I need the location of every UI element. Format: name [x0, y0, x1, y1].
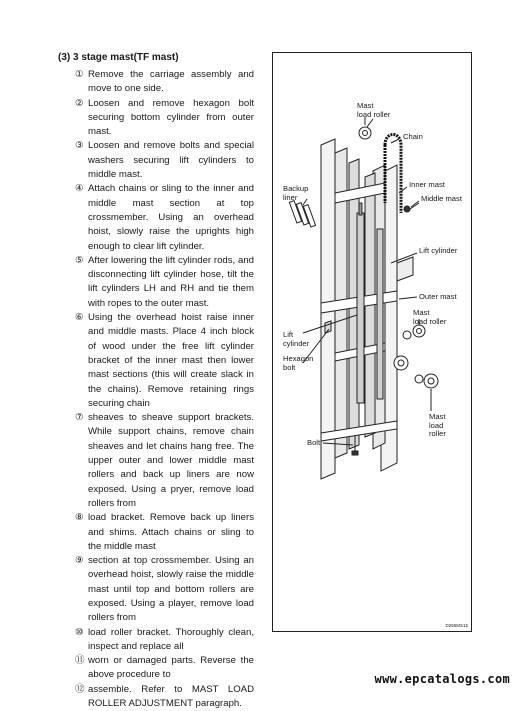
step-text: section at top crossmember. Using an overhead hoist, slowly raise the middle mast until top and bottom rollers are exposed. Using a player, remove load rollers from	[88, 555, 254, 624]
step-text: Loosen and remove bolts and special washers securing lift cylinders to middle mast.	[88, 140, 254, 181]
label-mast-load-roller-bottom: Mast load roller	[429, 412, 446, 439]
step-text: worn or damaged parts. Reverse the above procedure to	[88, 655, 254, 681]
step-2: ② Loosen and remove hexagon bolt securing bottom cylinder from outer mast.	[58, 97, 254, 140]
step-5: ⑤ After lowering the lift cylinder rods, and disconnecting lift cylinder hose, tilt the lift cylinders LH and RH and tie them with ropes to the outer mast.	[58, 254, 254, 311]
label-inner-mast: Inner mast	[409, 180, 445, 189]
step-text: sheaves to sheave support brackets. While support chains, remove chain sheaves and let chains hang free. The upper outer and lower middle mast rollers and back up liners are now exposed. Using a pryer, remove load rollers from	[88, 412, 254, 509]
section-title: (3) 3 stage mast(TF mast)	[58, 52, 179, 63]
label-outer-mast: Outer mast	[419, 292, 457, 301]
label-mast-load-roller-top: Mast load roller	[357, 101, 391, 119]
watermark-url: www.epcatalogs.com	[374, 672, 510, 686]
step-text: Using the overhead hoist raise inner and middle masts. Place 4 inch block of wood under the free lift cylinder bracket of the inner mast then lower mast sections (this will create slack in the chains). Remove retaining rings securing chain	[88, 312, 254, 409]
step-text: After lowering the lift cylinder rods, and disconnecting lift cylinder hose, tilt the lift cylinders LH and RH and tie them with ropes to the outer mast.	[88, 254, 254, 309]
step-text: load roller bracket. Thoroughly clean, inspect and replace all	[88, 626, 254, 652]
label-backup-liner: Backup liner	[283, 184, 309, 202]
label-bolt: Bolt	[307, 438, 321, 447]
figure-code: D255MS15	[445, 623, 468, 628]
step-9: ⑨ section at top crossmember. Using an overhead hoist, slowly raise the middle mast until top and bottom rollers are exposed. Using a player, remove load rollers from	[58, 554, 254, 625]
step-12: ⑫ assemble. Refer to MAST LOAD ROLLER ADJUSTMENT paragraph.	[58, 683, 254, 711]
step-11: ⑪ worn or damaged parts. Reverse the above procedure to	[58, 654, 254, 683]
label-lift-cylinder-left: Lift cylinder	[283, 330, 310, 348]
step-text: Attach chains or sling to the inner and middle mast section at top crossmember. Using an overhead hoist, slowly raise the uprights high enough to clear lift cylinder.	[88, 183, 254, 252]
label-mast-load-roller-mid: Mast load roller	[413, 308, 447, 326]
procedure-steps	[58, 68, 254, 711]
step-10: ⑩ load roller bracket. Thoroughly clean, inspect and replace all	[58, 626, 254, 655]
step-text: Remove the carriage assembly and move to one side.	[88, 69, 254, 95]
step-text: load bracket. Remove back up liners and shims. Attach chains or sling to the middle mast	[88, 512, 254, 552]
label-hexagon-bolt: Hexagon bolt	[283, 354, 314, 372]
step-text: Loosen and remove hexagon bolt securing bottom cylinder from outer mast.	[88, 97, 254, 138]
step-8: ⑧ load bracket. Remove back up liners and shims. Attach chains or sling to the middle mast	[58, 511, 254, 554]
step-1: ① Remove the carriage assembly and move to one side.	[58, 68, 254, 97]
step-3: ③ Loosen and remove bolts and special washers securing lift cylinders to middle mast.	[58, 139, 254, 182]
label-middle-mast: Middle mast	[421, 194, 462, 203]
step-4: ④ Attach chains or sling to the inner and middle mast section at top crossmember. Using an overhead hoist, slowly raise the uprights high enough to clear lift cylinder.	[58, 182, 254, 253]
step-6: ⑥ Using the overhead hoist raise inner and middle masts. Place 4 inch block of wood under the free lift cylinder bracket of the inner mast then lower mast sections (this will create slack in the chains). Remove retaining rings securing chain	[58, 311, 254, 411]
mast-assembly-figure	[272, 52, 472, 632]
step-text: assemble. Refer to MAST LOAD ROLLER ADJUSTMENT paragraph.	[88, 683, 254, 710]
step-7: ⑦ sheaves to sheave support brackets. While support chains, remove chain sheaves and let chains hang free. The upper outer and lower middle mast rollers and back up liners are now exposed. Using a pryer, remove load rollers from	[58, 411, 254, 511]
label-chain: Chain	[403, 132, 423, 141]
label-lift-cylinder-right: Lift cylinder	[419, 246, 458, 255]
